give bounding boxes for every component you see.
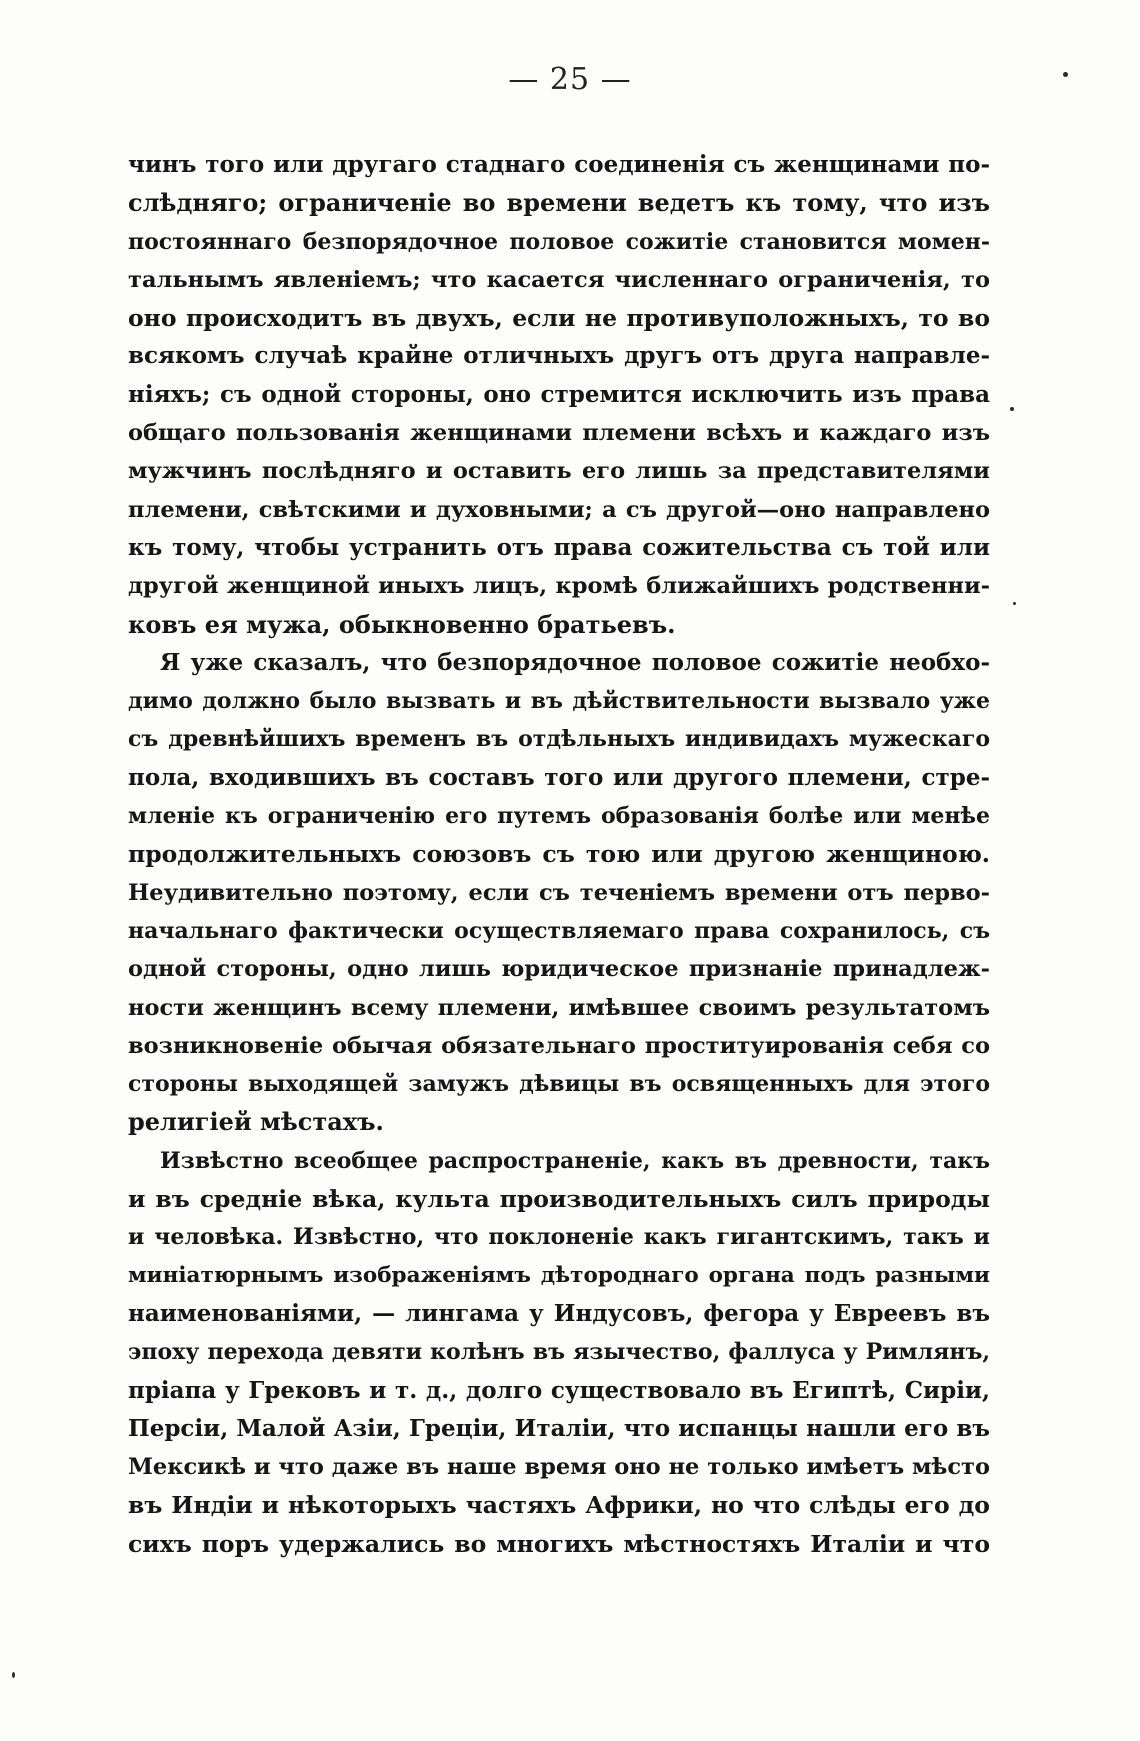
text-line: ности женщинъ всему племени, имѣвшее своимъ результатомъ xyxy=(128,994,990,1021)
text-line: продолжительныхъ союзовъ съ тою или другою женщиною. xyxy=(128,840,990,869)
scan-speck xyxy=(12,1672,15,1678)
text-line: всякомъ случаѣ крайне отличныхъ другъ отъ друга направле- xyxy=(128,342,990,370)
page-number: — 25 — xyxy=(508,62,632,97)
text-line: съ древнѣйшихъ временъ въ отдѣльныхъ индивидахъ мужескаго xyxy=(128,726,990,753)
text-line: оно происходитъ въ двухъ, если не противуположныхъ, то во xyxy=(128,304,990,333)
text-line: наименованіями, — лингама у Индусовъ, фегора у Евреевъ въ xyxy=(128,1299,990,1327)
paragraph-1 xyxy=(128,146,990,644)
text-line: ковъ ея мужа, обыкновенно братьевъ. xyxy=(128,609,676,639)
text-line: постояннаго безпорядочное половое сожитіе становится момен- xyxy=(128,228,990,255)
text-line: мленіе къ ограниченію его путемъ образованія болѣе или менѣе xyxy=(128,803,990,830)
text-line: сихъ поръ удержались во многихъ мѣстностяхъ Италіи и что xyxy=(128,1529,990,1558)
text-line: димо должно было вызвать и въ дѣйствительности вызвало уже xyxy=(128,688,990,715)
text-line: къ тому, чтобы устранить отъ права сожительства съ той или xyxy=(128,533,990,561)
text-line: общаго пользованія женщинами племени всѣхъ и каждаго изъ xyxy=(128,420,990,447)
paragraph-2 xyxy=(128,644,990,1142)
scan-speck xyxy=(1063,72,1068,77)
text-line: пріапа у Грековъ и т. д., долго существовало въ Египтѣ, Сиріи, xyxy=(128,1376,990,1404)
paragraph-3 xyxy=(128,1142,990,1563)
text-line: ніяхъ; съ одной стороны, оно стремится исключить изъ права xyxy=(128,380,990,408)
text-line: Персіи, Малой Азіи, Греціи, Италіи, что испанцы нашли его въ xyxy=(128,1414,990,1442)
text-line: одной стороны, одно лишь юридическое признаніе принадлеж- xyxy=(128,956,990,983)
body-text xyxy=(128,146,990,1563)
text-line: эпоху перехода девяти колѣнъ въ язычество, фаллуса у Римлянъ, xyxy=(128,1339,990,1366)
text-line: въ Индіи и нѣкоторыхъ частяхъ Африки, но что слѣды его до xyxy=(128,1491,990,1520)
text-line: Мексикѣ и что даже въ наше время оно не только имѣетъ мѣсто xyxy=(128,1454,990,1481)
text-line: миніатюрнымъ изображеніямъ дѣтороднаго органа подъ разными xyxy=(128,1262,990,1288)
text-line: Извѣстно всеобщее распространеніе, какъ въ древности, такъ xyxy=(160,1147,990,1174)
text-line: тальнымъ явленіемъ; что касается численнаго ограниченія, то xyxy=(128,266,990,293)
text-line: другой женщиной иныхъ лицъ, кромѣ ближайшихъ родственни- xyxy=(128,573,990,600)
text-line: племени, свѣтскими и духовными; а съ другой—оно направлено xyxy=(128,496,990,523)
text-line: и въ средніе вѣка, культа производительныхъ силъ природы xyxy=(128,1185,990,1214)
text-line: мужчинъ послѣдняго и оставить его лишь за представителями xyxy=(128,458,990,485)
text-line: чинъ того или другаго стаднаго соединенія съ женщинами по- xyxy=(128,151,990,178)
text-line: слѣдняго; ограниченіе во времени ведетъ къ тому, что изъ xyxy=(128,188,990,218)
text-line: начальнаго фактически осуществляемаго права сохранилось, съ xyxy=(128,917,990,944)
text-line: и человѣка. Извѣстно, что поклоненіе какъ гигантскимъ, такъ и xyxy=(128,1224,990,1251)
scan-speck xyxy=(1013,602,1016,605)
text-line: возникновеніе обычая обязательнаго проституированія себя со xyxy=(128,1032,990,1059)
text-line: Неудивительно поэтому, если съ теченіемъ времени отъ перво- xyxy=(128,879,990,906)
text-line: стороны выходящей замужъ дѣвицы въ освященныхъ для этого xyxy=(128,1071,990,1098)
scan-speck xyxy=(1010,407,1014,411)
text-line: пола, входившихъ въ составъ того или другого племени, стре- xyxy=(128,763,990,791)
text-line: религіей мѣстахъ. xyxy=(128,1107,384,1137)
text-line: Я уже сказалъ, что безпорядочное половое сожитіе необхо- xyxy=(160,648,990,676)
